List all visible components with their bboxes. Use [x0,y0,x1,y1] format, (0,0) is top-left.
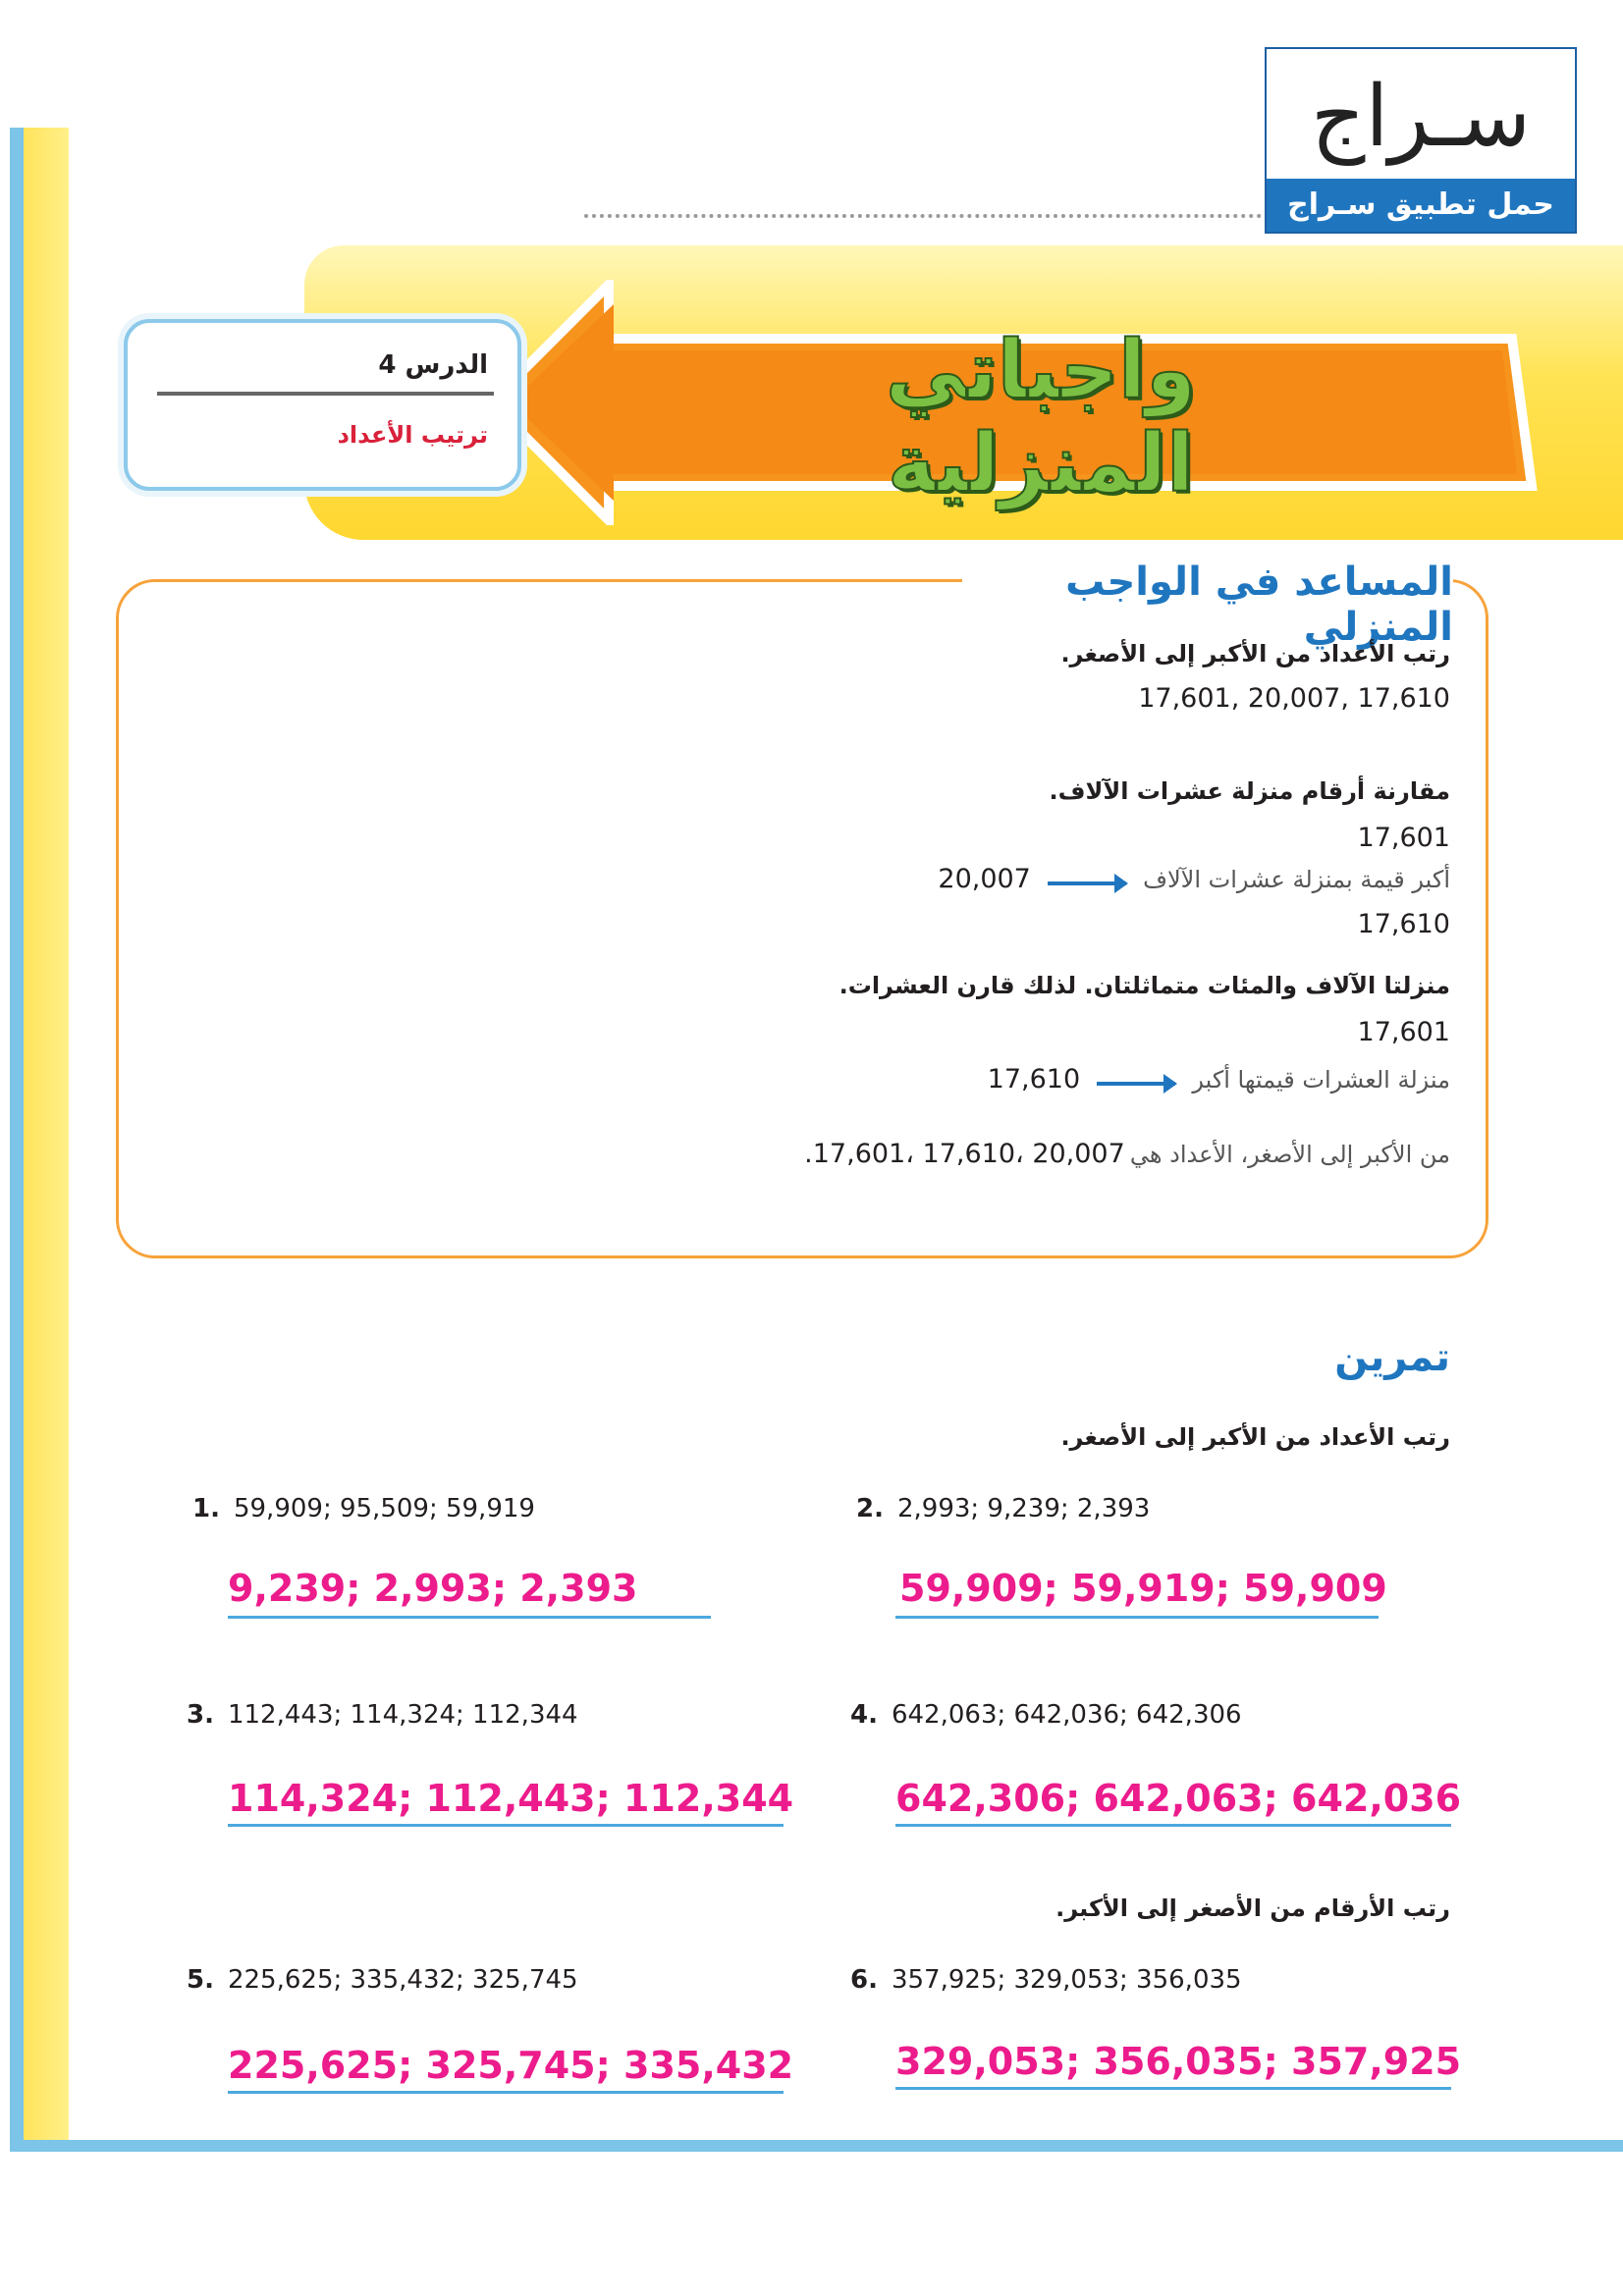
conclusion-numbers: 20,007 ،17,610 ،17,601. [804,1139,1125,1169]
left-decorative-strip [10,128,69,2150]
practice-instruction-2: رتب الأرقام من الأصغر إلى الأكبر. [1055,1895,1450,1922]
problem-number: 5. [187,1965,214,1995]
arrow-icon [1048,881,1126,885]
problem-4 [850,1700,1242,1730]
answer-line [228,1616,711,1619]
problem-number: 6. [850,1965,878,1995]
conclusion-text: من الأكبر إلى الأصغر، الأعداد هي [1129,1141,1450,1168]
problem-text: 2,993; 9,239; 2,393 [896,1494,1151,1523]
answer-2: 59,909; 59,919; 59,909 [899,1567,1387,1610]
logo-word: سـراج [1310,68,1532,166]
answer-5: 225,625; 325,745; 335,432 [228,2044,794,2087]
dotted-divider [584,214,1262,218]
step1-value-3: 17,610 [1357,909,1450,939]
problem-text: 225,625; 335,432; 325,745 [227,1965,578,1995]
practice-instruction-1: رتب الأعداد من الأكبر إلى الأصغر. [1060,1423,1450,1451]
problem-number: 1. [192,1494,220,1523]
problem-number: 4. [850,1700,878,1730]
lesson-number: الدرس 4 [378,350,488,380]
problem-6 [850,1965,1242,1995]
step1-value-2: 20,007 [938,864,1031,894]
problem-5 [187,1965,578,1995]
step2-value-1: 17,601 [1357,1017,1450,1047]
answer-6: 329,053; 356,035; 357,925 [895,2040,1462,2083]
lesson-topic: ترتيب الأعداد [337,421,488,449]
problem-text: 357,925; 329,053; 356,035 [891,1965,1242,1995]
answer-line [895,1616,1379,1619]
answer-1: 9,239; 2,993; 2,393 [228,1567,638,1610]
step2-value-2: 17,610 [987,1064,1081,1095]
answer-line [228,1824,784,1827]
problem-text: 59,909; 95,509; 59,919 [233,1494,535,1523]
siraj-logo [1265,47,1577,234]
answer-line [228,2091,784,2094]
helper-title: المساعد في الواجب المنزلي [962,560,1453,650]
problem-3 [187,1700,578,1730]
step1-row-2 [938,864,1450,894]
answer-4: 642,306; 642,063; 642,036 [895,1777,1462,1820]
helper-step1: مقارنة أرقام منزلة عشرات الآلاف. [1049,777,1450,805]
problem-number: 2. [856,1494,884,1523]
bottom-border-line [10,2140,1623,2152]
lesson-card [124,319,521,491]
problem-2 [856,1494,1150,1523]
step2-note: منزلة العشرات قيمتها أكبر [1192,1066,1450,1094]
problem-text: 642,063; 642,036; 642,306 [891,1700,1242,1730]
lesson-divider [157,392,494,396]
helper-step2: منزلتا الآلاف والمئات متماثلتان. لذلك قارن العشرات. [839,972,1450,999]
problem-number: 3. [187,1700,214,1730]
step1-note: أكبر قيمة بمنزلة عشرات الآلاف [1143,866,1450,893]
problem-text: 112,443; 114,324; 112,344 [227,1700,578,1730]
helper-instruction: رتب الأعداد من الأكبر إلى الأصغر. [1060,640,1450,667]
logo-tagline: حمل تطبيق سـراج [1267,179,1575,232]
step2-row-2 [988,1064,1450,1095]
answer-line [895,2087,1451,2090]
arrow-icon [1097,1082,1175,1086]
helper-numbers: 17,601, 20,007, 17,610 [1138,683,1450,714]
step1-value-1: 17,601 [1357,823,1450,853]
answer-3: 114,324; 112,443; 112,344 [228,1777,794,1820]
practice-title: تمرين [1334,1335,1450,1380]
answer-line [895,1824,1451,1827]
helper-conclusion [804,1139,1450,1169]
problem-1 [192,1494,535,1523]
page-title: واجباتي المنزلية [885,324,1197,510]
